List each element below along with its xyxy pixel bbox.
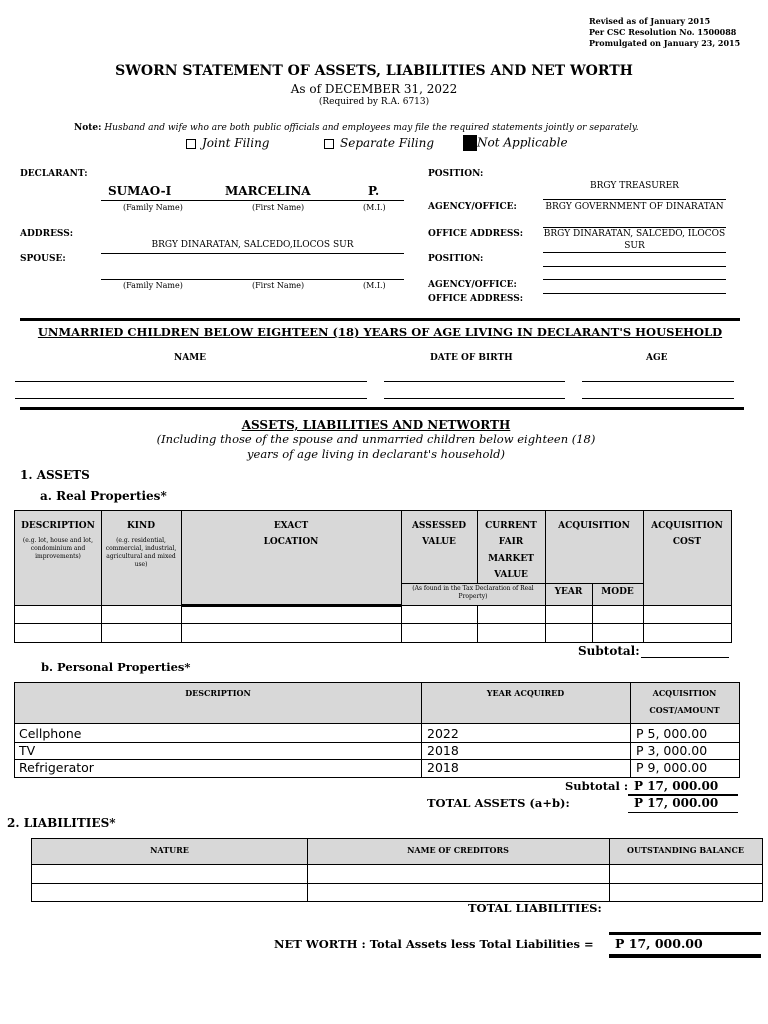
children-col-age: AGE xyxy=(646,353,668,363)
children-top-rule xyxy=(20,318,740,321)
rp-h-fmv-4: VALUE xyxy=(494,570,528,580)
pp-row-2-cost: P 3, 000.00 xyxy=(636,743,708,758)
office-address-line xyxy=(543,252,726,253)
assets-section-title: ASSETS, LIABILITIES AND NETWORTH xyxy=(241,418,511,432)
rp-h-assessed-1: ASSESSED xyxy=(411,521,467,531)
liab-h-creditors: NAME OF CREDITORS xyxy=(407,845,509,855)
rp-h-description-note: (e.g. lot, house and lot, condominium and improvements) xyxy=(22,537,94,560)
real-properties-heading: a. Real Properties* xyxy=(40,489,167,503)
as-of-date: As of DECEMBER 31, 2022 xyxy=(290,82,458,96)
rp-h-fmv-2: FAIR xyxy=(498,537,524,547)
address-line xyxy=(101,253,404,254)
not-applicable-label: Not Applicable xyxy=(477,135,568,150)
revision-line-3: Promulgated on January 23, 2015 xyxy=(589,38,741,48)
spouse-position-label: POSITION: xyxy=(428,254,484,264)
net-worth-top-rule xyxy=(609,932,761,935)
spouse-label: SPOUSE: xyxy=(20,254,66,264)
spouse-office-address-label: OFFICE ADDRESS: xyxy=(428,294,524,304)
office-address-label: OFFICE ADDRESS: xyxy=(428,229,524,239)
assets-subtitle-2: years of age living in declarant's household) xyxy=(247,447,505,461)
personal-properties-table xyxy=(14,682,740,778)
page-title: SWORN STATEMENT OF ASSETS, LIABILITIES AND NET WORTH xyxy=(115,63,633,79)
rp-subtotal-label: Subtotal: xyxy=(578,644,640,658)
rp-h-assessed-2: VALUE xyxy=(422,537,456,547)
pp-subtotal-value: P 17, 000.00 xyxy=(634,779,719,793)
rp-h-kind-note: (e.g. residential, commercial, industrial, agricultural and mixed use) xyxy=(105,537,177,568)
child-age-line-2 xyxy=(582,398,734,399)
rp-h-location-2: LOCATION xyxy=(263,537,319,547)
family-name-caption: (Family Name) xyxy=(123,203,183,212)
rp-h-tax-note: (As found in the Tax Declaration of Real Property) xyxy=(412,585,534,600)
declarant-first-name: MARCELINA xyxy=(225,184,311,198)
net-worth-bottom-rule xyxy=(609,954,761,958)
children-col-name: NAME xyxy=(174,353,207,363)
spouse-agency-line xyxy=(543,279,726,280)
personal-properties-heading: b. Personal Properties* xyxy=(41,660,191,674)
pp-row-2-year: 2018 xyxy=(427,743,459,758)
declarant-agency: BRGY GOVERNMENT OF DINARATAN xyxy=(545,202,724,212)
liab-h-balance: OUTSTANDING BALANCE xyxy=(627,845,744,855)
rp-h-mode: MODE xyxy=(601,587,634,597)
address-label: ADDRESS: xyxy=(20,229,74,239)
total-assets-value: P 17, 000.00 xyxy=(634,796,719,810)
revision-block xyxy=(589,16,740,49)
pp-h-description: DESCRIPTION xyxy=(185,688,251,698)
mi-caption: (M.I.) xyxy=(363,203,386,212)
declarant-office-address: BRGY DINARATAN, SALCEDO, ILOCOS SUR xyxy=(543,229,726,251)
rp-h-kind: KIND xyxy=(126,521,156,531)
spouse-family-caption: (Family Name) xyxy=(123,281,183,290)
declarant-mi: P. xyxy=(368,184,380,198)
liab-h-nature: NATURE xyxy=(150,845,189,855)
pp-row-1-cost: P 5, 000.00 xyxy=(636,726,708,741)
rp-h-cost-2: COST xyxy=(672,537,702,547)
rp-h-year: YEAR xyxy=(554,587,583,597)
children-col-dob: DATE OF BIRTH xyxy=(430,353,513,363)
total-assets-label: TOTAL ASSETS (a+b): xyxy=(427,796,570,810)
spouse-name-line xyxy=(101,279,404,280)
spouse-position-line xyxy=(543,266,726,267)
note-text: Husband and wife who are both public officials and employees may file the required statements jointly or separately. xyxy=(104,123,639,133)
spouse-mi-caption: (M.I.) xyxy=(363,281,386,290)
assets-subtitle-1: (Including those of the spouse and unmarried children below eighteen (18) xyxy=(156,432,596,446)
rp-h-acquisition: ACQUISITION xyxy=(558,521,630,531)
agency-line xyxy=(543,227,726,228)
position-label: POSITION: xyxy=(428,169,484,179)
rp-h-cost-1: ACQUISITION xyxy=(651,521,723,531)
liabilities-heading: 2. LIABILITIES* xyxy=(7,816,116,830)
assets-heading: 1. ASSETS xyxy=(20,468,90,482)
rp-h-fmv-1: CURRENT xyxy=(485,521,537,531)
pp-h-year: YEAR ACQUIRED xyxy=(486,688,565,698)
note-label: Note: xyxy=(74,123,102,133)
total-liabilities-label: TOTAL LIABILITIES: xyxy=(468,901,602,915)
note xyxy=(74,123,639,133)
pp-row-3-year: 2018 xyxy=(427,760,459,775)
declarant-label: DECLARANT: xyxy=(20,169,88,179)
children-bottom-rule xyxy=(20,407,744,410)
joint-filing-option[interactable] xyxy=(186,136,270,150)
liabilities-table xyxy=(31,838,763,902)
separate-filing-checkbox[interactable] xyxy=(324,139,334,149)
child-name-line-2 xyxy=(15,398,367,399)
child-dob-line-2 xyxy=(384,398,565,399)
net-worth-value: P 17, 000.00 xyxy=(615,936,703,951)
child-dob-line-1 xyxy=(384,381,565,382)
spouse-agency-label: AGENCY/OFFICE: xyxy=(428,280,517,290)
total-assets-underline xyxy=(628,812,738,813)
children-title: UNMARRIED CHILDREN BELOW EIGHTEEN (18) YEARS OF AGE LIVING IN DECLARANT'S HOUSEHOLD xyxy=(37,325,723,339)
rp-h-fmv-3: MARKET xyxy=(488,554,534,564)
declarant-address: BRGY DINARATAN, SALCEDO,ILOCOS SUR xyxy=(151,240,354,250)
not-applicable-checkbox[interactable] xyxy=(463,135,477,151)
not-applicable-option[interactable] xyxy=(463,135,568,151)
joint-filing-label: Joint Filing xyxy=(202,136,270,150)
revision-line-1: Revised as of January 2015 xyxy=(589,16,711,26)
net-worth-label: NET WORTH : Total Assets less Total Liabilities = xyxy=(274,937,594,951)
pp-subtotal-label: Subtotal : xyxy=(565,779,629,793)
rp-h-description: DESCRIPTION xyxy=(21,521,95,531)
spouse-office-address-line xyxy=(543,293,726,294)
joint-filing-checkbox[interactable] xyxy=(186,139,196,149)
declarant-name-line xyxy=(101,200,404,201)
revision-line-2: Per CSC Resolution No. 1500088 xyxy=(589,27,737,37)
first-name-caption: (First Name) xyxy=(252,203,305,212)
pp-h-cost-2: COST/AMOUNT xyxy=(649,705,720,715)
pp-row-3-description: Refrigerator xyxy=(19,760,94,775)
pp-h-cost-1: ACQUISITION xyxy=(652,688,717,698)
child-age-line-1 xyxy=(582,381,734,382)
pp-row-1-description: Cellphone xyxy=(19,726,82,741)
real-properties-table xyxy=(14,510,732,643)
rp-subtotal-line xyxy=(641,657,729,658)
separate-filing-label: Separate Filing xyxy=(340,136,435,150)
declarant-family-name: SUMAO-I xyxy=(108,184,172,198)
pp-row-1-year: 2022 xyxy=(427,726,459,741)
agency-label: AGENCY/OFFICE: xyxy=(428,202,517,212)
declarant-position: BRGY TREASURER xyxy=(590,181,679,191)
rp-h-location-1: EXACT xyxy=(273,521,309,531)
spouse-first-caption: (First Name) xyxy=(252,281,305,290)
required-by: (Required by R.A. 6713) xyxy=(318,97,430,107)
position-line xyxy=(543,199,726,200)
child-name-line-1 xyxy=(15,381,367,382)
pp-row-2-description: TV xyxy=(19,743,36,758)
pp-row-3-cost: P 9, 000.00 xyxy=(636,760,708,775)
separate-filing-option[interactable] xyxy=(324,136,434,150)
